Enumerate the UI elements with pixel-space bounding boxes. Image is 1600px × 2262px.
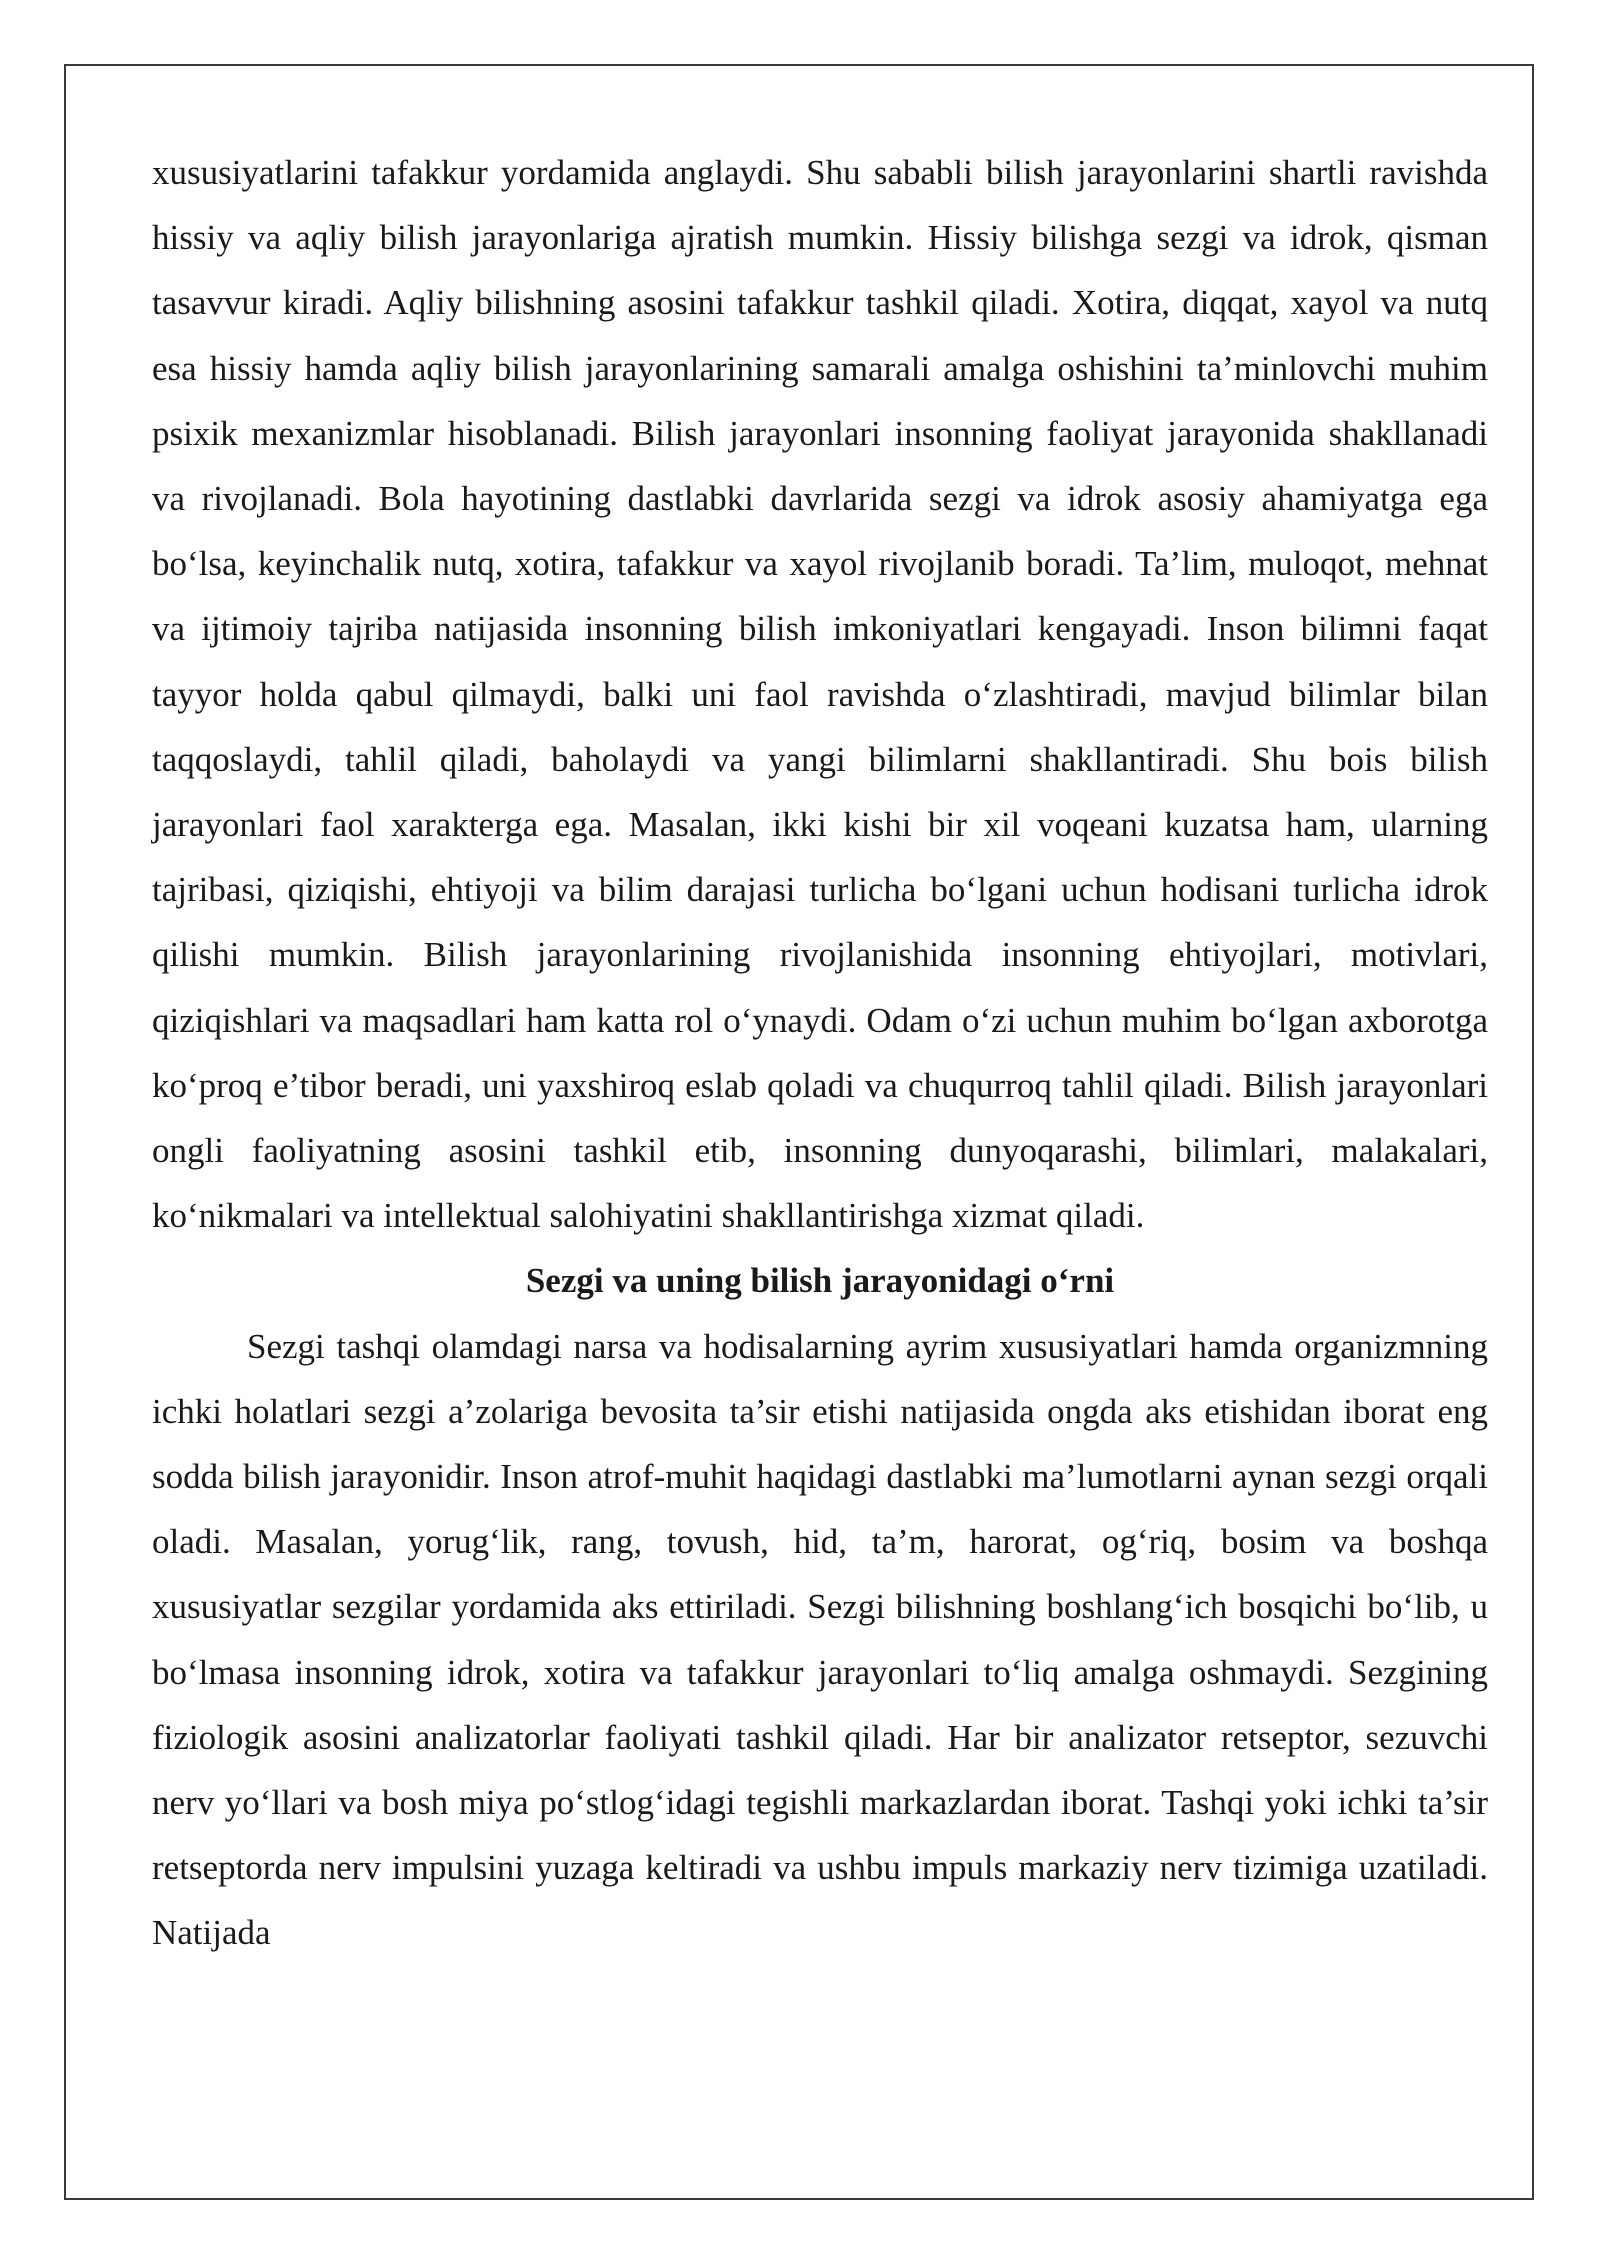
body-paragraph: Sezgi tashqi olamdagi narsa va hodisalarning ayrim xususiyatlari hamda organizmning ichki holatlari sezgi a’zolariga bevosita ta’sir etishi natijasida ongda aks etishidan iborat eng sodda bilish jarayonidir. Inson atrof-muhit haqidagi dastlabki ma’lumotlarni aynan sezgi orqali oladi. Masalan, yorug‘lik, rang, tovush, hid, ta’m, harorat, og‘riq, bosim va boshqa xususiyatlar sezgilar yordamida aks ettiriladi. Sezgi bilishning boshlang‘ich bosqichi bo‘lib, u bo‘lmasa insonning idrok, xotira va tafakkur jarayonlari to‘liq amalga oshmaydi. Sezgining fiziologik asosini analizatorlar faoliyati tashkil qiladi. Har bir analizator retseptor, sezuvchi nerv yo‘llari va bosh miya po‘stlog‘idagi tegishli markazlardan iborat. Tashqi yoki ichki ta’sir retseptorda nerv impulsini yuzaga keltiradi va ushbu impuls markaziy nerv tizimiga uzatiladi. Natijada (152, 1326, 1488, 1953)
body-paragraph: xususiyatlarini tafakkur yordamida anglaydi. Shu sababli bilish jarayonlarini shartli ravishda hissiy va aqliy bilish jarayonlariga ajratish mumkin. Hissiy bilishga sezgi va idrok, qisman tasavvur kiradi. Aqliy bilishning asosini tafakkur tashkil qiladi. Xotira, diqqat, xayol va nutq esa hissiy hamda aqliy bilish jarayonlarining samarali amalga oshishini ta’minlovchi muhim psixik mexanizmlar hisoblanadi. Bilish jarayonlari insonning faoliyat jarayonida shakllanadi va rivojlanadi. Bola hayotining dastlabki davrlarida sezgi va idrok asosiy ahamiyatga ega bo‘lsa, keyinchalik nutq, xotira, tafakkur va xayol rivojlanib boradi. Ta’lim, muloqot, mehnat va ijtimoiy tajriba natijasida insonning bilish imkoniyatlari kengayadi. Inson bilimni faqat tayyor holda qabul qilmaydi, balki uni faol ravishda o‘zlashtiradi, mavjud bilimlar bilan taqqoslaydi, tahlil qiladi, baholaydi va yangi bilimlarni shakllantiradi. Shu bois bilish jarayonlari faol xarakterga ega. Masalan, ikki kishi bir xil voqeani kuzatsa ham, ularning tajribasi, qiziqishi, ehtiyoji va bilim darajasi turlicha bo‘lgani uchun hodisani turlicha idrok qilishi mumkin. Bilish jarayonlarining rivojlanishida insonning ehtiyojlari, motivlari, qiziqishlari va maqsadlari ham katta rol o‘ynaydi. Odam o‘zi uchun muhim bo‘lgan axborotga ko‘proq e’tibor beradi, uni yaxshiroq eslab qoladi va chuqurroq tahlil qiladi. Bilish jarayonlari ongli faoliyatning asosini tashkil etib, insonning dunyoqarashi, bilimlari, malakalari, ko‘nikmalari va intellektual salohiyatini shakllantirishga xizmat qiladi. (152, 153, 1488, 1236)
section-heading: Sezgi va uning bilish jarayonidagi o‘rni (525, 1261, 1115, 1301)
document-body (152, 140, 1488, 1966)
